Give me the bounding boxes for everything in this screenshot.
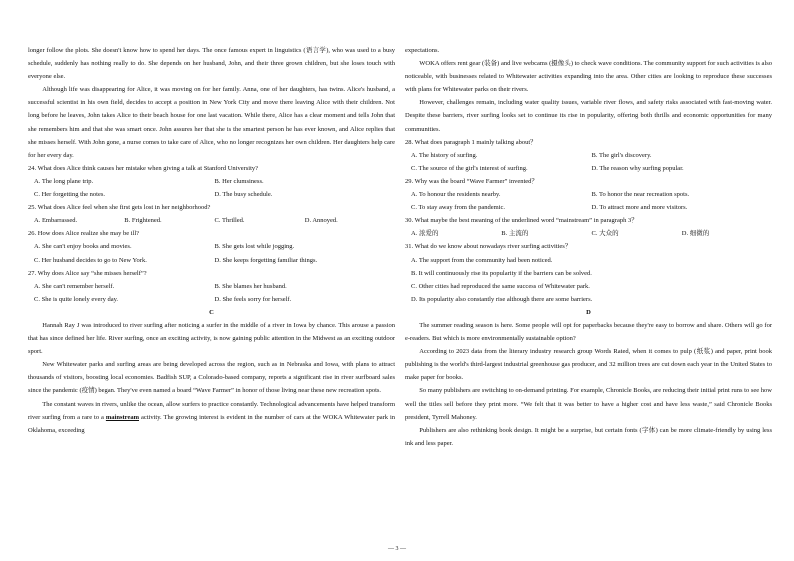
paragraph: According to 2023 data from the literary industry research group Words Rated, when it comes to pulp (纸浆) and paper, print book publishing is the world's third-largest industrial greenhouse gas producer, and 32 million trees are cut down each year in the United States to make paper for books.	[405, 348, 772, 382]
option: B. She blames her husband.	[214, 282, 287, 290]
option: C. Her husband decides to go to New York.	[34, 256, 147, 264]
right-column	[405, 44, 772, 450]
question-27-options	[34, 280, 395, 306]
option: D. The reason why surfing popular.	[591, 164, 684, 172]
option: D. The busy schedule.	[214, 191, 273, 199]
option: D. Annoyed.	[304, 217, 338, 225]
paragraph: So many publishers are switching to on-demand printing. For example, Chronicle Books, are reducing their initial print runs to see how well the titles sell before they print more. “We felt that it was better to have a higher cost and have less waste,” said Chronicle Books president, Tyrrell Mahoney.	[405, 387, 772, 421]
question-24: 24. What does Alice think causes her mistake when giving a talk at Stanford University?	[28, 164, 259, 172]
question-31-options	[411, 254, 772, 306]
paragraph: expectations.	[405, 47, 440, 54]
option: D. She keeps forgetting familiar things.	[214, 256, 318, 264]
option: C. Thrilled.	[214, 217, 245, 225]
option: A. The long plane trip.	[34, 177, 94, 185]
option: A. She can't enjoy books and movies.	[34, 243, 132, 251]
option: C. 大众的	[591, 230, 619, 238]
question-25: 25. What does Alice feel when she first gets lost in her neighborhood?	[28, 204, 211, 212]
option: D. To attract more and more visitors.	[591, 204, 688, 212]
question-24-options	[34, 175, 395, 201]
option: D. 细微的	[681, 230, 710, 238]
option: A. The support from the community had been noticed.	[411, 256, 553, 264]
underlined-word: mainstream	[105, 413, 139, 421]
option: D. Its popularity also constantly rise although there are some barriers.	[411, 295, 593, 303]
option: B. Her clumsiness.	[214, 177, 264, 185]
question-29-options	[411, 188, 772, 214]
paragraph: WOKA offers rent gear (装备) and live webcams (摄像头) to check wave conditions. The community support for such activities is also noticeable, with businesses related to Whitewater activities expanding into the area. Other cities are looking to reproduce these successes with plans for Whitewater parks on their rivers.	[405, 60, 772, 94]
option: C. She is quite lonely every day.	[34, 295, 119, 303]
question-26-options	[34, 240, 395, 266]
question-28: 28. What does paragraph 1 mainly talking about？	[405, 138, 537, 146]
paragraph: Although life was disappearing for Alice, it was moving on for her family. Anna, one of her daughters, has twins. Alice's husband, a successful scientist in his own field, decides to accept a position in New York City and move there leaving Alice with their children. Not long before he leaves, John takes Alice to their beach house for one last vacation. While there, Alice has a clear moment and tells John that she remembers him and that she was smart once. John assures her that she is the smartest person he has ever known, and Alice replies that she misses herself. With John gone, a nurse comes to take care of Alice, who no longer recognizes her own children. Her daughters help care for her every day.	[28, 86, 395, 159]
question-27: 27. Why does Alice say “she misses herself”?	[28, 269, 147, 277]
section-heading-c: C	[209, 308, 214, 316]
option: A. She can't remember herself.	[34, 282, 115, 290]
question-30-options	[411, 227, 772, 240]
option: C. To stay away from the pandemic.	[411, 204, 506, 212]
page-number: — 3 —	[388, 546, 406, 552]
paragraph: longer follow the plots. She doesn't know how to spend her days. The once famous expert in linguistics (语言学), who was used to a busy schedule, suddenly has nothing really to do. She depends on her husband, John, and their three grown children, but she loses touch with everyone else.	[28, 47, 395, 81]
question-28-options	[411, 149, 772, 175]
option: C. Other cities had reproduced the same success of Whitewater park.	[411, 282, 590, 290]
option: B. She gets lost while jogging.	[214, 243, 295, 251]
paragraph: Publishers are also rethinking book design. It might be a surprise, but certain fonts (字体) can be more climate-friendly by using less ink and less paper.	[405, 426, 772, 447]
paragraph	[28, 398, 395, 437]
question-29: 29. Why was the board “Wave Farmer” invented？	[405, 177, 538, 185]
option: D. She feels sorry for herself.	[214, 295, 292, 303]
question-26: 26. How does Alice realize she may be ill?	[28, 230, 140, 238]
option: A. Embarrassed.	[34, 217, 78, 225]
option: B. 主流的	[501, 230, 529, 238]
option: A. The history of surfing.	[411, 151, 478, 159]
option: B. It will continuously rise its popularity if the barriers can be solved.	[411, 269, 592, 277]
text-run: activity. The growing interest is evident in the number of cars at the WOKA Whitewater park in Oklahoma, exceeding	[28, 413, 395, 434]
option: B. Frightened.	[124, 217, 162, 225]
question-30: 30. What maybe the best meaning of the underlined word “mainstream” in paragraph 3？	[405, 217, 638, 225]
text-run: The constant waves in rivers, unlike the ocean, allow surfers to practice constantly. Technological advancements have helped transform river surfing from a rare to a	[28, 400, 395, 421]
paragraph: The summer reading season is here. Some people will opt for paperbacks because they're easy to borrow and share. Others will go for e-readers. But which is more environmentally sustainable option?	[405, 321, 772, 343]
section-heading-d: D	[586, 308, 591, 316]
paragraph: Hannah Ray J was introduced to river surfing after noticing a surfer in the middle of a river in Iowa by chance. This arouse a passion that has since defined her life. River surfing, once an exciting activity, is now gaining public attention in the Midwest as an exciting outdoor sport.	[28, 321, 395, 356]
option: B. To honor the near recreation spots.	[591, 191, 690, 199]
question-31: 31. What do we know about nowadays river surfing activities？	[405, 243, 572, 251]
paragraph: However, challenges remain, including water quality issues, variable river flows, and safety risks associated with fast-moving water. Despite these barriers, river surfing looks set to continue its rise in popularity, offering both thrills and economic opportunities for many communities.	[405, 99, 772, 133]
option: C. The source of the girl's interest of surfing.	[411, 164, 528, 172]
paragraph: New Whitewater parks and surfing areas are being developed across the region, such as in Nebraska and Iowa, with plans to attract thousands of visitors, boosting local economies. Badfish SUP, a Colorado-based company, reports a significant rise in river surfboard sales since the pandemic (疫情) began. They've even named a board “Wave Farmer” in honor of those living near these new recreation spots.	[28, 361, 395, 395]
option: A. 浓爱的	[411, 230, 439, 238]
option: B. The girl's discovery.	[591, 151, 652, 159]
option: A. To honour the residents nearby.	[411, 191, 501, 199]
left-column	[28, 44, 395, 437]
option: C. Her forgetting the notes.	[34, 191, 106, 199]
question-25-options	[34, 214, 395, 227]
